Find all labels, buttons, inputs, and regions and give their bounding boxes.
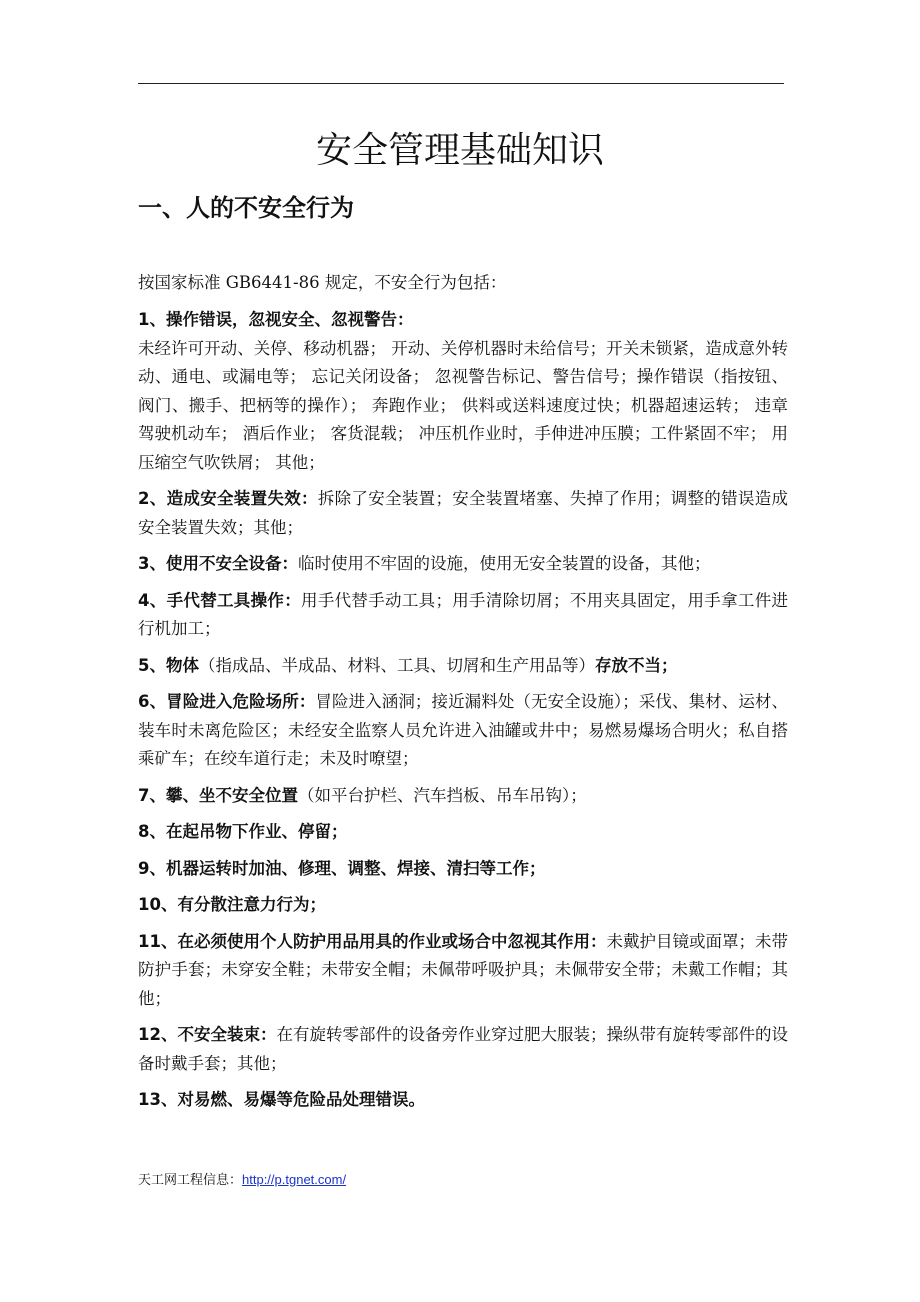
item-heading: 8、在起吊物下作业、停留； — [138, 822, 348, 841]
list-item-11 — [138, 928, 788, 1014]
list-item-4 — [138, 587, 788, 644]
list-item-10 — [138, 891, 788, 920]
list-item-12 — [138, 1021, 788, 1078]
item-body: （指成品、半成品、材料、工具、切屑和生产用品等） — [198, 655, 595, 675]
item-heading: 2、造成安全装置失效： — [138, 489, 318, 508]
header-rule — [138, 83, 784, 84]
item-heading: 9、机器运转时加油、修理、调整、焊接、清扫等工作； — [138, 858, 546, 878]
page-footer — [138, 1170, 346, 1191]
unsafe-behavior-list — [138, 306, 788, 1123]
footer-label: 天工网工程信息： — [138, 1173, 243, 1188]
list-item-5 — [138, 652, 788, 681]
item-heading: 4、手代替工具操作： — [138, 590, 302, 610]
item-body: 在有旋转零部件的设备旁作业穿过肥大服装；操纵带有旋转零部件的设备时戴手套；其他； — [138, 1025, 788, 1073]
list-item-3 — [138, 550, 788, 579]
item-heading: 7、攀、坐不安全位置 — [138, 785, 298, 805]
list-item-13 — [138, 1086, 788, 1115]
list-item-1 — [138, 306, 788, 477]
item-heading: 13、对易燃、易爆等危险品处理错误。 — [138, 1090, 425, 1109]
list-item-9 — [138, 855, 788, 884]
list-item-6 — [138, 688, 788, 774]
item-heading: 5、物体 — [138, 655, 199, 675]
item-heading-tail: 存放不当； — [594, 655, 678, 675]
item-body: 拆除了安全装置；安全装置堵塞、失掉了作用；调整的错误造成安全装置失效；其他； — [138, 489, 789, 537]
page-title: 安全管理基础知识 — [315, 130, 604, 171]
item-body: 未经许可开动、关停、移动机器； 开动、关停机器时未给信号；开关未锁紧，造成意外转动、通电、或漏电等； 忘记关闭设备； 忽视警告标记、警告信号；操作错误（指按钮、阀门、搬手、把柄等的操作）； 奔跑作业； 供料或送料速度过快；机器超速运转； 违章驾驶机动车； 酒后作业； 客货混载； 冲压机作业时，手伸进冲压膜；工件紧固不牢； 用压缩空气吹铁屑； 其他； — [138, 338, 788, 472]
item-heading: 12、不安全装束： — [138, 1025, 277, 1044]
item-heading: 3、使用不安全设备： — [138, 554, 298, 573]
list-item-2 — [138, 485, 788, 542]
item-body: 临时使用不牢固的设施，使用无安全装置的设备，其他； — [297, 554, 711, 573]
footer-link[interactable]: http://p.tgnet.com/ — [242, 1172, 347, 1187]
list-item-7 — [138, 782, 788, 811]
item-heading: 6、冒险进入危险场所： — [138, 692, 316, 711]
section-heading: 一、人的不安全行为 — [138, 194, 354, 222]
item-body: （如平台护栏、汽车挡板、吊车吊钩）； — [297, 785, 587, 805]
list-item-8 — [138, 818, 788, 847]
intro-paragraph: 按国家标准 GB6441-86 规定，不安全行为包括： — [138, 273, 507, 292]
item-heading: 1、操作错误，忽视安全、忽视警告： — [138, 310, 414, 329]
item-body: 冒险进入涵洞；接近漏料处（无安全设施）；采伐、集材、运材、装车时未离危险区；未经安全监察人员允许进入油罐或井中；易燃易爆场合明火；私自搭乘矿车；在绞车道行走；未及时嘹望； — [138, 692, 789, 768]
item-body: 未戴护目镜或面罩；未带防护手套；未穿安全鞋；未带安全帽；未佩带呼吸护具；未佩带安全带；未戴工作帽；其他； — [138, 931, 788, 1008]
item-heading: 11、在必须使用个人防护用品用具的作业或场合中忽视其作用： — [138, 931, 607, 951]
item-heading: 10、有分散注意力行为； — [138, 895, 326, 914]
item-body: 用手代替手动工具；用手清除切屑；不用夹具固定，用手拿工件进行机加工； — [138, 590, 789, 638]
